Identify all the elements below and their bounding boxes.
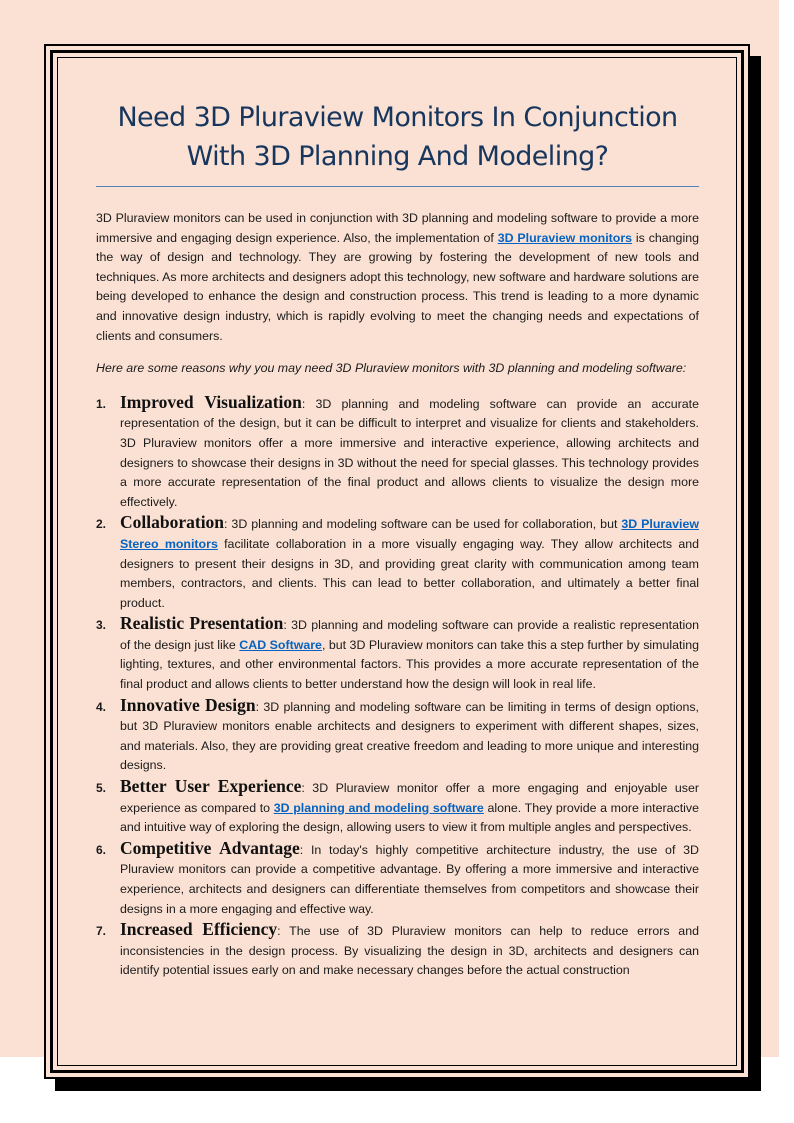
list-number: 4. bbox=[96, 699, 107, 714]
list-item bbox=[96, 777, 699, 838]
reason-heading: Innovative Design bbox=[120, 694, 256, 715]
list-number: 7. bbox=[96, 924, 107, 939]
reason-text: : 3D Pluraview monitor offer a more engaging and enjoyable user experience as compared to bbox=[120, 781, 699, 815]
reason-text: : 3D planning and modeling software can be used for collaboration, but bbox=[224, 517, 622, 532]
link-cad-software[interactable]: CAD Software bbox=[239, 637, 322, 652]
reason-text: : 3D planning and modeling software can provide an accurate representation of the design, but it can be difficult to interpret and visualize for clients and stakeholders. 3D Pluraview monitors offer a more immersive and interactive experience, allowing architects and designers to showcase their designs in 3D without the need for special glasses. This technology provides a more accurate representation of the final product and allows clients to visualize the design more effectively. bbox=[120, 396, 699, 509]
list-item bbox=[96, 393, 699, 513]
reasons-list bbox=[96, 393, 699, 981]
intro-paragraph bbox=[96, 209, 699, 346]
reason-text: , but 3D Pluraview monitors can take this a step further by simulating lighting, textures, and other environmental factors. This provides a more accurate representation of the final product and allows clients to better understand how the design will look in real life. bbox=[120, 637, 699, 692]
link-3d-planning-and-modeling-software[interactable]: 3D planning and modeling software bbox=[273, 800, 484, 815]
title-line-2: With 3D Planning And Modeling? bbox=[186, 141, 609, 172]
list-number: 5. bbox=[96, 781, 107, 796]
reason-text: facilitate collaboration in a more visually engaging way. They allow architects and designers to present their designs in 3D, and providing great clarity with communication among team members, contractors, and clients. This can lead to better collaboration, and ultimately a better final product. bbox=[120, 536, 699, 610]
list-item bbox=[96, 696, 699, 776]
reason-heading: Increased Efficiency bbox=[120, 919, 278, 940]
reason-text: alone. They provide a more interactive and intuitive way of exploring the design, allowing users to view it from multiple angles and perspectives. bbox=[120, 800, 699, 835]
reason-text: : In today's highly competitive architecture industry, the use of 3D Pluraview monitors can provide a competitive advantage. By offering a more immersive and interactive experience, architects and designers can differentiate themselves from competitors and showcase their designs in a more engaging and effective way. bbox=[120, 842, 699, 916]
list-number: 1. bbox=[96, 396, 107, 411]
intro-text-end: is changing the way of design and technology. They are growing by fostering the development of new tools and techniques. As more architects and designers adopt this technology, new software and hardware solutions are being developed to enhance the design and construction process. This trend is leading to a more dynamic and innovative design industry, which is rapidly evolving to meet the changing needs and expectations of clients and consumers. bbox=[96, 230, 699, 343]
reason-text: : 3D planning and modeling software can provide a realistic representation of the design just like bbox=[120, 618, 699, 652]
title-divider bbox=[96, 186, 699, 187]
list-item bbox=[96, 839, 699, 919]
intro-text-start: 3D Pluraview monitors can be used in conjunction with 3D planning and modeling software to provide a more immersive and engaging design experience. Also, the implementation of bbox=[96, 211, 699, 245]
reason-heading: Realistic Presentation bbox=[120, 613, 284, 634]
list-number: 2. bbox=[96, 517, 107, 532]
lead-in-paragraph: Here are some reasons why you may need 3D Pluraview monitors with 3D planning and modeling software: bbox=[96, 361, 687, 376]
link-3d-pluraview-monitors[interactable]: 3D Pluraview monitors bbox=[497, 230, 633, 245]
list-item bbox=[96, 920, 699, 981]
list-number: 6. bbox=[96, 842, 107, 857]
page-title bbox=[96, 98, 699, 176]
reason-text: : The use of 3D Pluraview monitors can help to reduce errors and inconsistencies in the design process. By visualizing the design in 3D, architects and designers can identify potential issues early on and make necessary changes before the actual construction bbox=[120, 924, 699, 978]
reason-heading: Competitive Advantage bbox=[120, 837, 300, 858]
reason-heading: Collaboration bbox=[120, 512, 225, 533]
list-item bbox=[96, 614, 699, 694]
reason-text: : 3D planning and modeling software can be limiting in terms of design options, but 3D Pluraview monitors enable architects and designers to experiment with different shapes, sizes, and materials. Also, they are providing great creative freedom and leading to more unique and interesting designs. bbox=[120, 699, 699, 773]
list-item bbox=[96, 513, 699, 613]
link-3d-pluraview-stereo-monitors[interactable]: 3D Pluraview Stereo monitors bbox=[120, 517, 699, 551]
reason-heading: Better User Experience bbox=[120, 776, 302, 797]
article bbox=[96, 98, 699, 982]
list-number: 3. bbox=[96, 618, 107, 633]
reason-heading: Improved Visualization bbox=[120, 391, 302, 412]
title-line-1: Need 3D Pluraview Monitors In Conjunction bbox=[117, 102, 678, 133]
